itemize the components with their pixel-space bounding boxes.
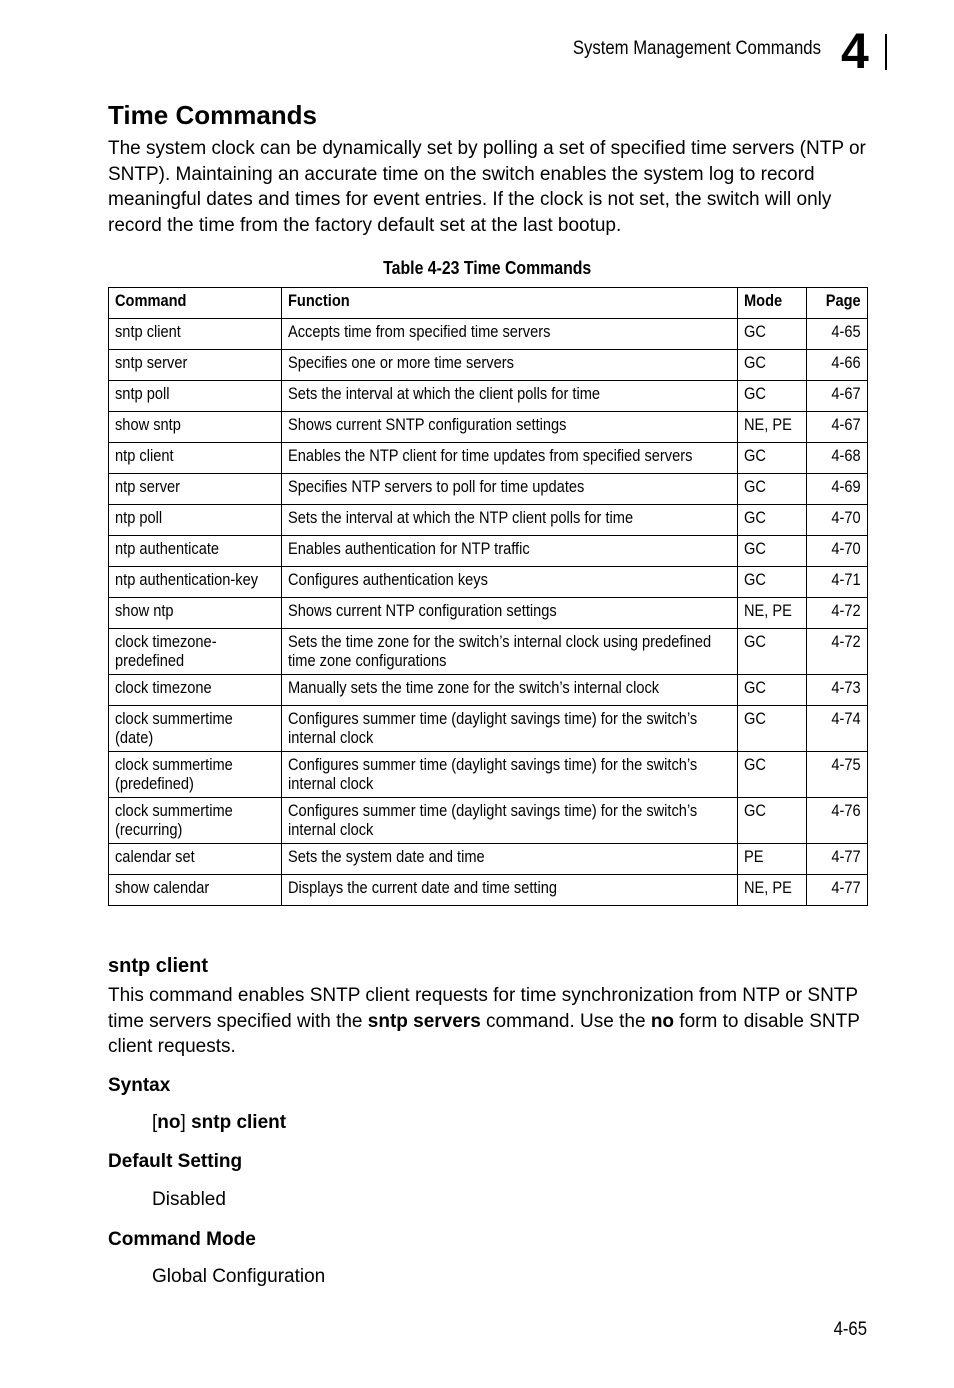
table-caption-text: Table 4-23 Time Commands — [382, 258, 592, 278]
cell-mode: GC — [738, 675, 807, 706]
table-row — [109, 350, 868, 381]
cell-function: Specifies one or more time servers — [282, 350, 738, 381]
section-title: Time Commands — [108, 100, 318, 130]
cell-function: Sets the interval at which the NTP client polls for time — [282, 505, 738, 536]
cell-mode: GC — [738, 798, 807, 844]
table-row — [109, 844, 868, 875]
cell-page: 4-71 — [807, 567, 868, 598]
cell-mode: GC — [738, 350, 807, 381]
description-keyword: sntp servers — [367, 1010, 481, 1032]
command-description — [108, 983, 878, 1060]
table-body — [109, 319, 868, 906]
cell-mode: GC — [738, 443, 807, 474]
cell-page: 4-67 — [807, 381, 868, 412]
cell-command: clock summertime (date) — [109, 706, 282, 752]
cell-command: ntp client — [109, 443, 282, 474]
cell-function: Enables the NTP client for time updates from specified servers — [282, 443, 738, 474]
description-text: form to disable SNTP client requests. — [108, 1010, 860, 1057]
cell-function: Configures summer time (daylight savings time) for the switch’s internal clock — [282, 752, 738, 798]
cell-mode: NE, PE — [738, 598, 807, 629]
column-header-page: Page — [807, 288, 868, 319]
cell-mode: GC — [738, 474, 807, 505]
table-row — [109, 567, 868, 598]
cell-page: 4-67 — [807, 412, 868, 443]
cell-function: Configures summer time (daylight savings time) for the switch’s internal clock — [282, 706, 738, 752]
cell-command: clock summertime (recurring) — [109, 798, 282, 844]
default-setting-value: Disabled — [152, 1189, 226, 1210]
cell-function: Shows current SNTP configuration settings — [282, 412, 738, 443]
syntax-line — [152, 1112, 286, 1134]
column-header-function: Function — [282, 288, 738, 319]
cell-command: calendar set — [109, 844, 282, 875]
cell-page: 4-73 — [807, 675, 868, 706]
cell-mode: GC — [738, 629, 807, 675]
column-header-mode: Mode — [738, 288, 807, 319]
syntax-bracket: ] — [180, 1112, 186, 1133]
table-row — [109, 381, 868, 412]
cell-command: ntp server — [109, 474, 282, 505]
cell-function: Configures summer time (daylight savings time) for the switch’s internal clock — [282, 798, 738, 844]
cell-command: sntp poll — [109, 381, 282, 412]
table-row — [109, 629, 868, 675]
syntax-bracket: [ — [152, 1112, 158, 1133]
cell-page: 4-70 — [807, 505, 868, 536]
table-row — [109, 319, 868, 350]
chapter-number: 4 — [841, 23, 869, 79]
command-mode-value: Global Configuration — [152, 1266, 326, 1287]
table-header-row — [109, 288, 868, 319]
cell-mode: GC — [738, 319, 807, 350]
cell-command: show calendar — [109, 875, 282, 906]
cell-mode: GC — [738, 567, 807, 598]
table-row — [109, 536, 868, 567]
cell-page: 4-68 — [807, 443, 868, 474]
cell-mode: NE, PE — [738, 412, 807, 443]
cell-function: Sets the interval at which the client polls for time — [282, 381, 738, 412]
cell-command: ntp authenticate — [109, 536, 282, 567]
table-row — [109, 443, 868, 474]
cell-page: 4-66 — [807, 350, 868, 381]
section-intro: The system clock can be dynamically set by polling a set of specified time servers (NTP or SNTP). Maintaining an accurate time on the switch enables the system log to record meaningful dates and times for event entries. If the clock is not set, the switch will only record the time from the factory default set at the last bootup. — [108, 138, 866, 236]
table-row — [109, 875, 868, 906]
cell-command: clock timezone — [109, 675, 282, 706]
command-title: sntp client — [108, 955, 209, 977]
table-row — [109, 505, 868, 536]
cell-command: sntp server — [109, 350, 282, 381]
cell-function: Shows current NTP configuration settings — [282, 598, 738, 629]
cell-command: ntp authentication-key — [109, 567, 282, 598]
cell-mode: GC — [738, 536, 807, 567]
cell-function: Enables authentication for NTP traffic — [282, 536, 738, 567]
cell-mode: GC — [738, 752, 807, 798]
cell-function: Configures authentication keys — [282, 567, 738, 598]
cell-page: 4-74 — [807, 706, 868, 752]
cell-command: show ntp — [109, 598, 282, 629]
table-row — [109, 412, 868, 443]
cell-command: clock timezone-predefined — [109, 629, 282, 675]
cell-command: sntp client — [109, 319, 282, 350]
cell-mode: NE, PE — [738, 875, 807, 906]
description-text: command. Use the — [480, 1010, 651, 1032]
cell-function: Sets the system date and time — [282, 844, 738, 875]
table-row — [109, 752, 868, 798]
cell-function: Accepts time from specified time servers — [282, 319, 738, 350]
cell-page: 4-77 — [807, 844, 868, 875]
cell-mode: GC — [738, 381, 807, 412]
time-commands-table — [108, 287, 868, 906]
syntax-command: sntp client — [191, 1112, 287, 1133]
table-row — [109, 675, 868, 706]
cell-page: 4-65 — [807, 319, 868, 350]
cell-function: Specifies NTP servers to poll for time updates — [282, 474, 738, 505]
cell-function: Sets the time zone for the switch’s internal clock using predefined time zone configurations — [282, 629, 738, 675]
command-mode-heading: Command Mode — [108, 1229, 256, 1250]
page-number: 4-65 — [833, 1319, 867, 1340]
cell-mode: PE — [738, 844, 807, 875]
description-text: This command enables SNTP client requests for time synchronization from NTP or SNTP time servers specified with the — [108, 985, 858, 1032]
cell-mode: GC — [738, 505, 807, 536]
cell-function: Displays the current date and time setting — [282, 875, 738, 906]
table-row — [109, 474, 868, 505]
table-row — [109, 706, 868, 752]
syntax-keyword: no — [157, 1112, 181, 1133]
default-setting-heading: Default Setting — [108, 1151, 243, 1172]
cell-page: 4-69 — [807, 474, 868, 505]
cell-page: 4-75 — [807, 752, 868, 798]
header-section-title: System Management Commands — [572, 38, 821, 59]
cell-page: 4-72 — [807, 629, 868, 675]
cell-page: 4-77 — [807, 875, 868, 906]
chapter-tab-divider — [885, 34, 887, 70]
cell-mode: GC — [738, 706, 807, 752]
column-header-command: Command — [109, 288, 282, 319]
cell-command: show sntp — [109, 412, 282, 443]
syntax-heading: Syntax — [108, 1075, 171, 1096]
description-keyword: no — [650, 1010, 675, 1032]
cell-page: 4-72 — [807, 598, 868, 629]
cell-page: 4-70 — [807, 536, 868, 567]
cell-command: ntp poll — [109, 505, 282, 536]
table-row — [109, 798, 868, 844]
table-caption — [108, 258, 866, 279]
cell-page: 4-76 — [807, 798, 868, 844]
cell-function: Manually sets the time zone for the switch’s internal clock — [282, 675, 738, 706]
cell-command: clock summertime (predefined) — [109, 752, 282, 798]
table-row — [109, 598, 868, 629]
